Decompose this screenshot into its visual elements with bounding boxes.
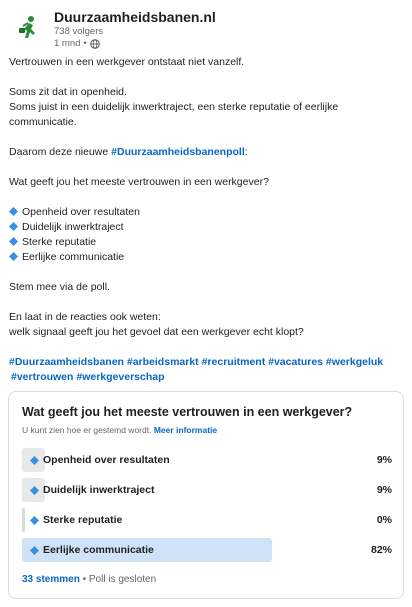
post-line: En laat in de reacties ook weten: xyxy=(9,311,161,323)
poll-option-percent: 0% xyxy=(376,514,392,526)
hashtag-row xyxy=(9,370,405,385)
post-header xyxy=(0,0,412,52)
org-name[interactable]: Duurzaamheidsbanen.nl xyxy=(54,9,216,25)
blue-diamond-icon xyxy=(9,237,18,246)
footer-separator: • xyxy=(82,574,87,585)
poll-option-label: Duidelijk inwerktraject xyxy=(43,484,155,496)
post-meta xyxy=(54,38,100,49)
post-time: 1 mnd xyxy=(54,38,81,49)
hashtag-link[interactable]: #vertrouwen xyxy=(11,371,74,383)
more-info-link[interactable]: Meer informatie xyxy=(153,425,218,435)
post-line: welk signaal geeft jou het gevoel dat een werkgever echt klopt? xyxy=(9,326,304,338)
vote-count-link[interactable]: 33 stemmen xyxy=(22,574,80,585)
blue-diamond-icon xyxy=(30,456,39,465)
poll-status: Poll is gesloten xyxy=(88,574,157,585)
blue-diamond-icon xyxy=(9,207,18,216)
hashtag-link[interactable]: #arbeidsmarkt xyxy=(126,356,199,368)
poll-option-percent: 9% xyxy=(376,454,392,466)
bullet-label: Eerlijke communicatie xyxy=(22,251,125,263)
follower-count: 738 volgers xyxy=(54,26,104,37)
globe-icon xyxy=(90,39,100,49)
poll-option-label: Eerlijke communicatie xyxy=(43,544,154,556)
bullet-item xyxy=(9,250,405,265)
poll-option-bar xyxy=(22,508,25,532)
post-line: Soms juist in een duidelijk inwerktraject, een sterke reputatie of eerlijke xyxy=(9,101,339,113)
post-line: Soms zit dat in openheid. xyxy=(9,86,127,98)
blue-diamond-icon xyxy=(30,516,39,525)
hashtag-link[interactable]: #werkgeverschap xyxy=(76,371,165,383)
bullet-item xyxy=(9,235,405,250)
post-line: Stem mee via de poll. xyxy=(9,281,110,293)
poll-option[interactable] xyxy=(22,448,392,472)
post-text: Daarom deze nieuwe xyxy=(9,146,112,158)
post-text: : xyxy=(244,146,248,158)
blue-diamond-icon xyxy=(9,222,18,231)
post-body xyxy=(9,55,405,385)
running-person-logo[interactable] xyxy=(12,12,44,44)
hashtag-row xyxy=(9,355,405,370)
bullet-label: Openheid over resultaten xyxy=(22,206,140,218)
poll-footer xyxy=(22,574,156,585)
hashtag-link[interactable]: #Duurzaamheidsbanenpoll xyxy=(111,146,245,158)
bullet-item xyxy=(9,220,405,235)
poll-option[interactable] xyxy=(22,538,392,562)
poll-option[interactable] xyxy=(22,508,392,532)
poll-question: Wat geeft jou het meeste vertrouwen in een werkgever? xyxy=(22,405,353,419)
hashtag-link[interactable]: #werkgeluk xyxy=(325,356,384,368)
hashtag-link[interactable]: #vacatures xyxy=(268,356,323,368)
blue-diamond-icon xyxy=(30,486,39,495)
poll-option[interactable] xyxy=(22,478,392,502)
bullet-label: Sterke reputatie xyxy=(22,236,97,248)
post-line: communicatie. xyxy=(9,116,77,128)
blue-diamond-icon xyxy=(9,252,18,261)
post-line xyxy=(9,145,405,160)
poll-option-percent: 82% xyxy=(370,544,392,556)
poll-card xyxy=(8,391,404,599)
poll-option-label: Openheid over resultaten xyxy=(43,454,170,466)
bullet-label: Duidelijk inwerktraject xyxy=(22,221,124,233)
meta-separator: • xyxy=(83,38,87,49)
blue-diamond-icon xyxy=(30,546,39,555)
poll-option-percent: 9% xyxy=(376,484,392,496)
hashtag-link[interactable]: #recruitment xyxy=(201,356,266,368)
hashtag-link[interactable]: #Duurzaamheidsbanen xyxy=(9,356,124,368)
bullet-item xyxy=(9,205,405,220)
poll-note-text: U kunt zien hoe er gestemd wordt. xyxy=(22,425,152,435)
poll-visibility-note xyxy=(22,425,217,435)
poll-option-label: Sterke reputatie xyxy=(43,514,123,526)
post-line: Vertrouwen in een werkgever ontstaat niet vanzelf. xyxy=(9,56,245,68)
post-line: Wat geeft jou het meeste vertrouwen in een werkgever? xyxy=(9,176,269,188)
